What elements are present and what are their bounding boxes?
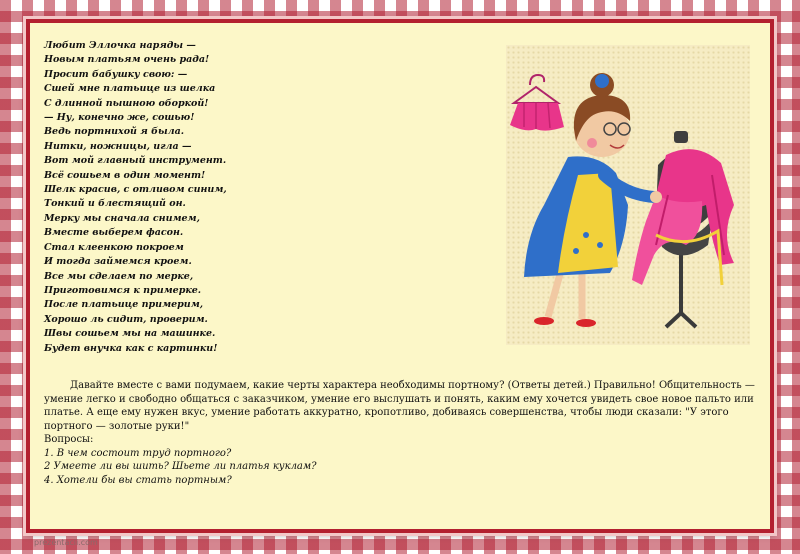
hanger-icon bbox=[510, 75, 564, 131]
poem-line: С длинной пышною оборкой! bbox=[44, 97, 209, 109]
poem-line: Сшей мне платьице из шелка bbox=[44, 83, 216, 95]
poem-line: Нитки, ножницы, игла — bbox=[44, 140, 192, 152]
poem-line: Всё сошьем в один момент! bbox=[44, 169, 206, 181]
poem-line: Тонкий и блестящий он. bbox=[44, 198, 186, 210]
questions-title: Вопросы: bbox=[44, 434, 94, 445]
poem-line: Будет внучка как с картинки! bbox=[44, 342, 218, 354]
poem-line: Любит Эллочка наряды — bbox=[44, 40, 196, 51]
poem-line: Мерку мы сначала снимем, bbox=[44, 212, 200, 224]
poem-line: Швы сошьем мы на машинке. bbox=[44, 328, 216, 340]
discussion-paragraph: Давайте вместе с вами подумаем, какие черты характера необходимы портному? (Ответы детей.) Правильно! Общительность — умение легко и свободно общаться с заказчиком, умение его выслушать и понять, каким ему хочется увидеть свое новое пальто или платье. А еще ему нужен вкус, умение работать аккуратно, кропотливо, добиваясь совершенства, чтобы люди сказали: "У этого портного — золотые руки!" bbox=[44, 380, 755, 432]
poem-line: И тогда займемся кроем. bbox=[44, 256, 192, 268]
content-frame bbox=[26, 19, 774, 533]
poem-line: Новым платьям очень рада! bbox=[44, 54, 210, 66]
poem-line: Приготовимся к примерке. bbox=[44, 284, 202, 296]
poem-line: Вот мой главный инструмент. bbox=[44, 155, 227, 167]
poem-line: — Ну, конечно же, сошью! bbox=[44, 112, 195, 124]
poem-line: Ведь портнихой я была. bbox=[44, 126, 185, 138]
poem-line: Шелк красив, с отливом синим, bbox=[44, 184, 227, 196]
poem bbox=[44, 39, 484, 356]
main-text bbox=[44, 379, 762, 487]
poem-line: Все мы сделаем по мерке, bbox=[44, 270, 194, 282]
watermark: prezentacii.com bbox=[34, 538, 98, 547]
question-item: 1. В чем состоит труд портного? bbox=[44, 447, 232, 459]
question-item: 2 Умеете ли вы шить? Шьете ли платья куклам? bbox=[44, 461, 317, 472]
question-item: 4. Хотели бы вы стать портным? bbox=[44, 474, 232, 486]
seamstress-drawing bbox=[506, 45, 750, 345]
poem-line: После платьице примерим, bbox=[44, 299, 204, 311]
poem-line: Стал клеенкою покроем bbox=[44, 241, 184, 253]
poem-line: Хорошо ль сидит, проверим. bbox=[44, 313, 208, 325]
poem-line: Просит бабушку свою: — bbox=[44, 68, 188, 80]
seamstress-illustration bbox=[506, 45, 750, 345]
poem-line: Вместе выберем фасон. bbox=[44, 227, 184, 239]
